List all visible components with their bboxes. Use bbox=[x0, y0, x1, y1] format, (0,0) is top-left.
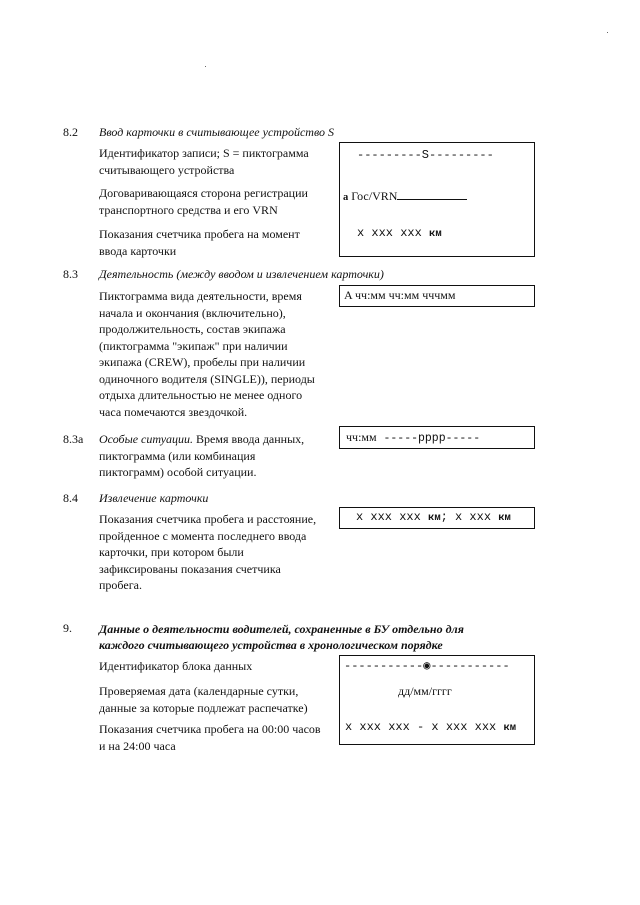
distance-digits: ; x xxx bbox=[440, 510, 499, 524]
label-line: Показания счетчика пробега на момент bbox=[99, 227, 300, 241]
label-line: отдыха длительностью не менее одного bbox=[99, 388, 303, 402]
time-value: чч:мм bbox=[346, 430, 377, 444]
section-number-8-2: 8.2 bbox=[63, 125, 78, 139]
label-line: пиктограмма (или комбинация bbox=[99, 448, 256, 463]
label-line bbox=[99, 431, 304, 448]
label-line: Пиктограмма вида деятельности, время bbox=[99, 289, 302, 303]
label-block-identifier: Идентификатор блока данных bbox=[99, 659, 253, 673]
label-line: пробега. bbox=[99, 578, 142, 592]
label-odometer-insertion bbox=[99, 226, 300, 259]
odometer-digits: x xxx xxx bbox=[356, 510, 429, 524]
label-registration-party bbox=[99, 185, 308, 218]
label-check-date bbox=[99, 683, 308, 716]
section-title-8-3: Деятельность (между вводом и извлечением карточки) bbox=[99, 267, 384, 281]
label-line: экипажа (CREW), пробелы при наличии bbox=[99, 355, 306, 369]
label-line: зафиксированы показания счетчика bbox=[99, 561, 281, 576]
label-odometer-day bbox=[99, 721, 321, 754]
scan-speck bbox=[205, 66, 206, 67]
section-title-8-2: Ввод карточки в считывающее устройство S bbox=[99, 125, 334, 139]
unit-km: км bbox=[503, 722, 517, 734]
label-line: ввода карточки bbox=[99, 243, 177, 258]
label-card-withdrawal bbox=[99, 511, 316, 594]
date-format-value: дд/мм/гггг bbox=[398, 684, 452, 698]
label-line: пиктограмм) особой ситуации. bbox=[99, 465, 257, 479]
label-line: начала и окончания (включительно), bbox=[99, 305, 286, 320]
condition-code: -----pppp----- bbox=[376, 432, 481, 445]
odometer-value bbox=[357, 226, 442, 240]
label-line: Показания счетчика пробега на 00:00 часов bbox=[99, 722, 321, 736]
label-line: пройденное с момента последнего ввода bbox=[99, 528, 307, 543]
section-number-8-3a: 8.3a bbox=[63, 432, 84, 446]
registration-value bbox=[343, 188, 467, 204]
section-title-9 bbox=[99, 621, 464, 653]
section-number-8-4: 8.4 bbox=[63, 491, 78, 505]
vrn-label: Гос/VRN bbox=[351, 189, 398, 203]
unit-km: км bbox=[498, 512, 511, 524]
unit-km: км bbox=[428, 512, 441, 524]
label-line: Проверяемая дата (календарные сутки, bbox=[99, 684, 299, 698]
label-line: Договаривающаяся сторона регистрации bbox=[99, 186, 308, 200]
nation-icon: a bbox=[343, 192, 349, 203]
title-line: каждого считывающего устройства в хронологическом порядке bbox=[99, 638, 443, 652]
label-line: транспортного средства и его VRN bbox=[99, 202, 278, 217]
vrn-blank-line bbox=[397, 188, 467, 200]
label-line: и на 24:00 часа bbox=[99, 738, 176, 753]
odometer-range-digits: x xxx xxx - x xxx xxx bbox=[345, 720, 504, 734]
title-line: Данные о деятельности водителей, сохраненные в БУ отдельно для bbox=[99, 622, 464, 636]
label-line: считывающего устройства bbox=[99, 162, 235, 177]
label-line: данные за которые подлежат распечатке) bbox=[99, 700, 308, 715]
label-activity-description bbox=[99, 288, 315, 420]
section-number-8-3: 8.3 bbox=[63, 267, 78, 281]
section-title-8-4: Извлечение карточки bbox=[99, 491, 209, 505]
activity-value: A чч:мм чч:мм чччмм bbox=[344, 288, 456, 302]
block-identifier-value: -----------◉----------- bbox=[344, 659, 510, 673]
odometer-day-value bbox=[345, 720, 516, 734]
label-line: продолжительность, состав экипажа bbox=[99, 322, 286, 336]
label-line: одиночного водителя (SINGLE)), периоды bbox=[99, 371, 315, 386]
label-specific-conditions bbox=[99, 431, 304, 481]
withdrawal-value bbox=[356, 510, 511, 524]
record-identifier-value: ---------S--------- bbox=[357, 148, 494, 162]
label-line: карточки, при котором были bbox=[99, 545, 244, 559]
label-line: Показания счетчика пробега и расстояние, bbox=[99, 512, 317, 526]
label-line-rest: Время ввода данных, bbox=[193, 432, 305, 446]
scan-speck bbox=[607, 32, 608, 33]
unit-km: км bbox=[429, 228, 442, 240]
odometer-digits: x xxx xxx bbox=[357, 226, 430, 240]
section-number-9: 9. bbox=[63, 621, 72, 635]
specific-condition-value bbox=[346, 430, 480, 445]
label-record-identifier bbox=[99, 145, 309, 178]
section-title-8-3a: Особые ситуации. bbox=[99, 432, 194, 446]
label-line: Идентификатор записи; S = пиктограмма bbox=[99, 146, 309, 160]
label-line: (пиктограмма "экипаж" при наличии bbox=[99, 338, 288, 353]
label-line: часа помечаются звездочкой. bbox=[99, 404, 248, 419]
